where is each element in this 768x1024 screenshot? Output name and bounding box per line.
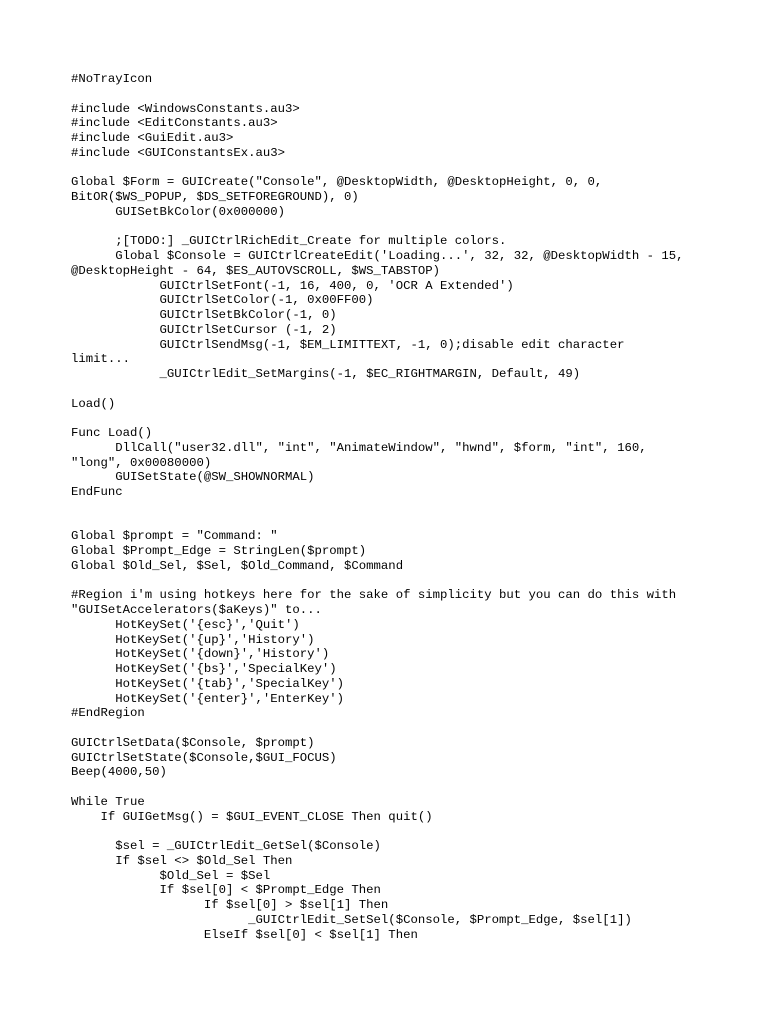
code-line: Global $Console = GUICtrlCreateEdit('Loading...', 32, 32, @DesktopWidth - 15, [71,249,684,263]
code-line: HotKeySet('{bs}','SpecialKey') [71,662,337,676]
code-line: #Region i'm using hotkeys here for the sake of simplicity but you can do this with [71,588,677,603]
code-line: DllCall("user32.dll", "int", "AnimateWindow", "hwnd", $form, "int", 160, [71,440,647,455]
code-line: If $sel[0] < $Prompt_Edge Then [71,883,381,898]
code-line: limit... [71,352,131,367]
blank-line [71,411,701,426]
code-line: #include <GuiEdit.au3> [71,131,234,145]
code-line: GUISetState(@SW_SHOWNORMAL) [71,470,315,485]
code-line: HotKeySet('{up}','History') [71,632,315,647]
code-line: "long", 0x00080000) [71,455,212,470]
code-line: GUICtrlSetColor(-1, 0x00FF00) [71,293,374,308]
code-line: If $sel[0] > $sel[1] Then [71,898,389,912]
code-line: GUICtrlSetCursor (-1, 2) [71,322,337,337]
blank-line [71,721,701,736]
code-line: _GUICtrlEdit_SetMargins(-1, $EC_RIGHTMARGIN, Default, 49) [71,367,581,381]
code-line: EndFunc [71,485,123,499]
code-line: _GUICtrlEdit_SetSel($Console, $Prompt_Edge, $sel[1]) [71,912,632,927]
code-line: Global $Form = GUICreate("Console", @DesktopWidth, @DesktopHeight, 0, 0, [71,175,603,190]
code-line: If GUIGetMsg() = $GUI_EVENT_CLOSE Then quit() [71,809,433,824]
code-line: Load() [71,396,116,411]
code-line: "GUISetAccelerators($aKeys)" to... [71,603,322,617]
code-line: HotKeySet('{esc}','Quit') [71,617,300,632]
code-line: Global $Old_Sel, $Sel, $Old_Command, $Command [71,558,404,573]
blank-line [71,515,701,530]
code-line: $Old_Sel = $Sel [71,868,271,883]
blank-line [71,220,701,235]
code-line: #include <WindowsConstants.au3> [71,101,300,116]
code-line: #EndRegion [71,706,145,721]
blank-line [71,824,701,839]
code-line: ;[TODO:] _GUICtrlRichEdit_Create for multiple colors. [71,234,507,249]
blank-line [71,780,701,795]
code-line: GUICtrlSetData($Console, $prompt) [71,735,315,750]
code-line: #NoTrayIcon [71,72,153,86]
code-line: ElseIf $sel[0] < $sel[1] Then [71,927,418,942]
code-line: @DesktopHeight - 64, $ES_AUTOVSCROLL, $WS_TABSTOP) [71,263,440,278]
code-line: While True [71,794,145,809]
code-line: GUICtrlSetFont(-1, 16, 400, 0, 'OCR A Extended') [71,278,514,293]
code-line: HotKeySet('{down}','History') [71,647,330,662]
code-line: GUICtrlSendMsg(-1, $EM_LIMITTEXT, -1, 0);disable edit character [71,337,625,352]
code-line: If $sel <> $Old_Sel Then [71,853,293,868]
blank-line [71,382,701,397]
blank-line [71,87,701,102]
code-line: GUICtrlSetBkColor(-1, 0) [71,308,337,322]
code-line: Func Load() [71,426,153,440]
code-line: Beep(4000,50) [71,765,167,780]
code-line: Global $prompt = "Command: " [71,529,278,544]
code-line: Global $Prompt_Edge = StringLen($prompt) [71,544,367,558]
blank-line [71,161,701,176]
code-listing [71,72,701,942]
code-line: BitOR($WS_POPUP, $DS_SETFOREGROUND), 0) [71,190,359,204]
code-line: #include <GUIConstantsEx.au3> [71,145,286,160]
code-line: HotKeySet('{enter}','EnterKey') [71,691,345,706]
blank-line [71,574,701,589]
code-line: $sel = _GUICtrlEdit_GetSel($Console) [71,839,381,853]
code-line: #include <EditConstants.au3> [71,116,278,131]
code-line: HotKeySet('{tab}','SpecialKey') [71,676,345,691]
blank-line [71,500,701,515]
code-line: GUICtrlSetState($Console,$GUI_FOCUS) [71,750,337,765]
code-line: GUISetBkColor(0x000000) [71,204,286,219]
